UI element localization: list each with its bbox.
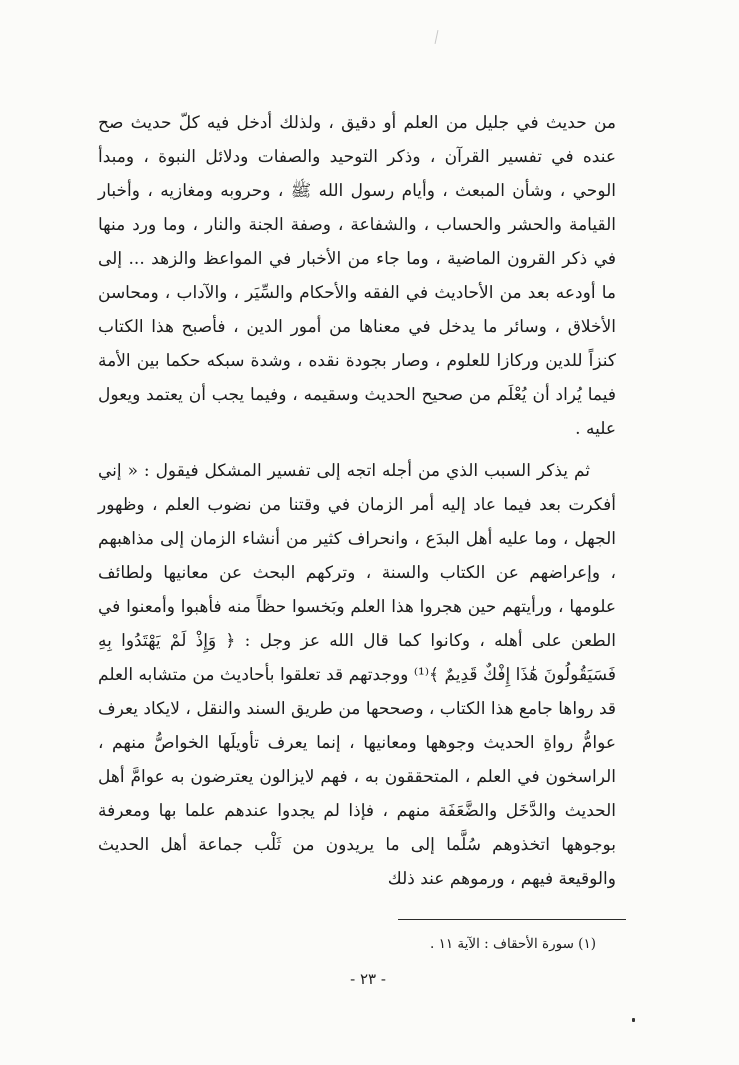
page-number: - ٢٣ -	[350, 970, 386, 988]
footnote-separator	[398, 919, 626, 920]
paragraph-2: ثم يذكر السبب الذي من أجله اتجه إلى تفسير المشكل فيقول : « إني أفكرت بعد فيما عاد إليه أمر الزمان في وقتنا من نضوب العلم ، وظهور الجهل ، وما عليه أهل البدَع ، وانحراف كثير من أنشاء الزمان إلى مذاهبهم ، وإعراضهم عن الكتاب والسنة ، وتركهم البحث عن معانيها ولطائف علومها ، ورأيتهم حين هجروا هذا العلم وبَخسوا حظاً منه فأهبوا وأمعنوا في الطعن على أهله ، وكانوا كما قال الله عز وجل : ﴿ وَإِذْ لَمْ يَهْتَدُوا بِهِ فَسَيَقُولُونَ هَٰذَا إِفْكٌ قَدِيمٌ ﴾⁽¹⁾ ووجدتهم قد تعلقوا بأحاديث من متشابه العلم قد رواها جامع هذا الكتاب ، وصححها من طريق السند والنقل ، لايكاد يعرف عوامُّ رواةِ الحديث وجوهها ومعانيها ، إنما يعرف تأويلَها الخواصُّ منهم ، الراسخون في العلم ، المتحققون به ، فهم لايزالون يعترضون به عوامَّ أهل الحديث والدَّخَل والضَّعَفَة منهم ، فإذا لم يجدوا عندهم علما بها ومعرفة بوجوهها اتخذوهم سُلَّما إلى ما يريدون من ثَلْب جماعة أهل الحديث والوقيعة فيهم ، ورموهم عند ذلك	[98, 461, 616, 889]
ink-speck	[632, 1018, 635, 1022]
paragraph-1: من حديث في جليل من العلم أو دقيق ، ولذلك أدخل فيه كلّ حديث صح عنده في تفسير القرآن ، وذكر التوحيد والصفات ودلائل النبوة ، ومبدأ الوحي ، وشأن المبعث ، وأيام رسول الله ﷺ ، وحروبه ومغازيه ، وأخبار القيامة والحشر والحساب ، والشفاعة ، وصفة الجنة والنار ، وما ورد منها في ذكر القرون الماضية ، وما جاء من الأخبار في المواعظ والزهد ... إلى ما أودعه بعد من الأحاديث في الفقه والأحكام والسِّيَر ، والآداب ، ومحاسن الأخلاق ، وسائر ما يدخل في معناها من أمور الدين ، فأصبح هذا الكتاب كنزاً للدين وركازا للعلوم ، وصار بجودة نقده ، وشدة سبكه حكما بين الأمة فيما يُراد أن يُعْلَم من صحيح الحديث وسقيمه ، وفيما يجب أن يعتمد ويعول عليه .	[98, 113, 616, 439]
scan-mark	[435, 30, 439, 44]
body-text	[98, 106, 616, 896]
footnote: (١) سورة الأحقاف : الآية ١١ .	[430, 936, 596, 952]
